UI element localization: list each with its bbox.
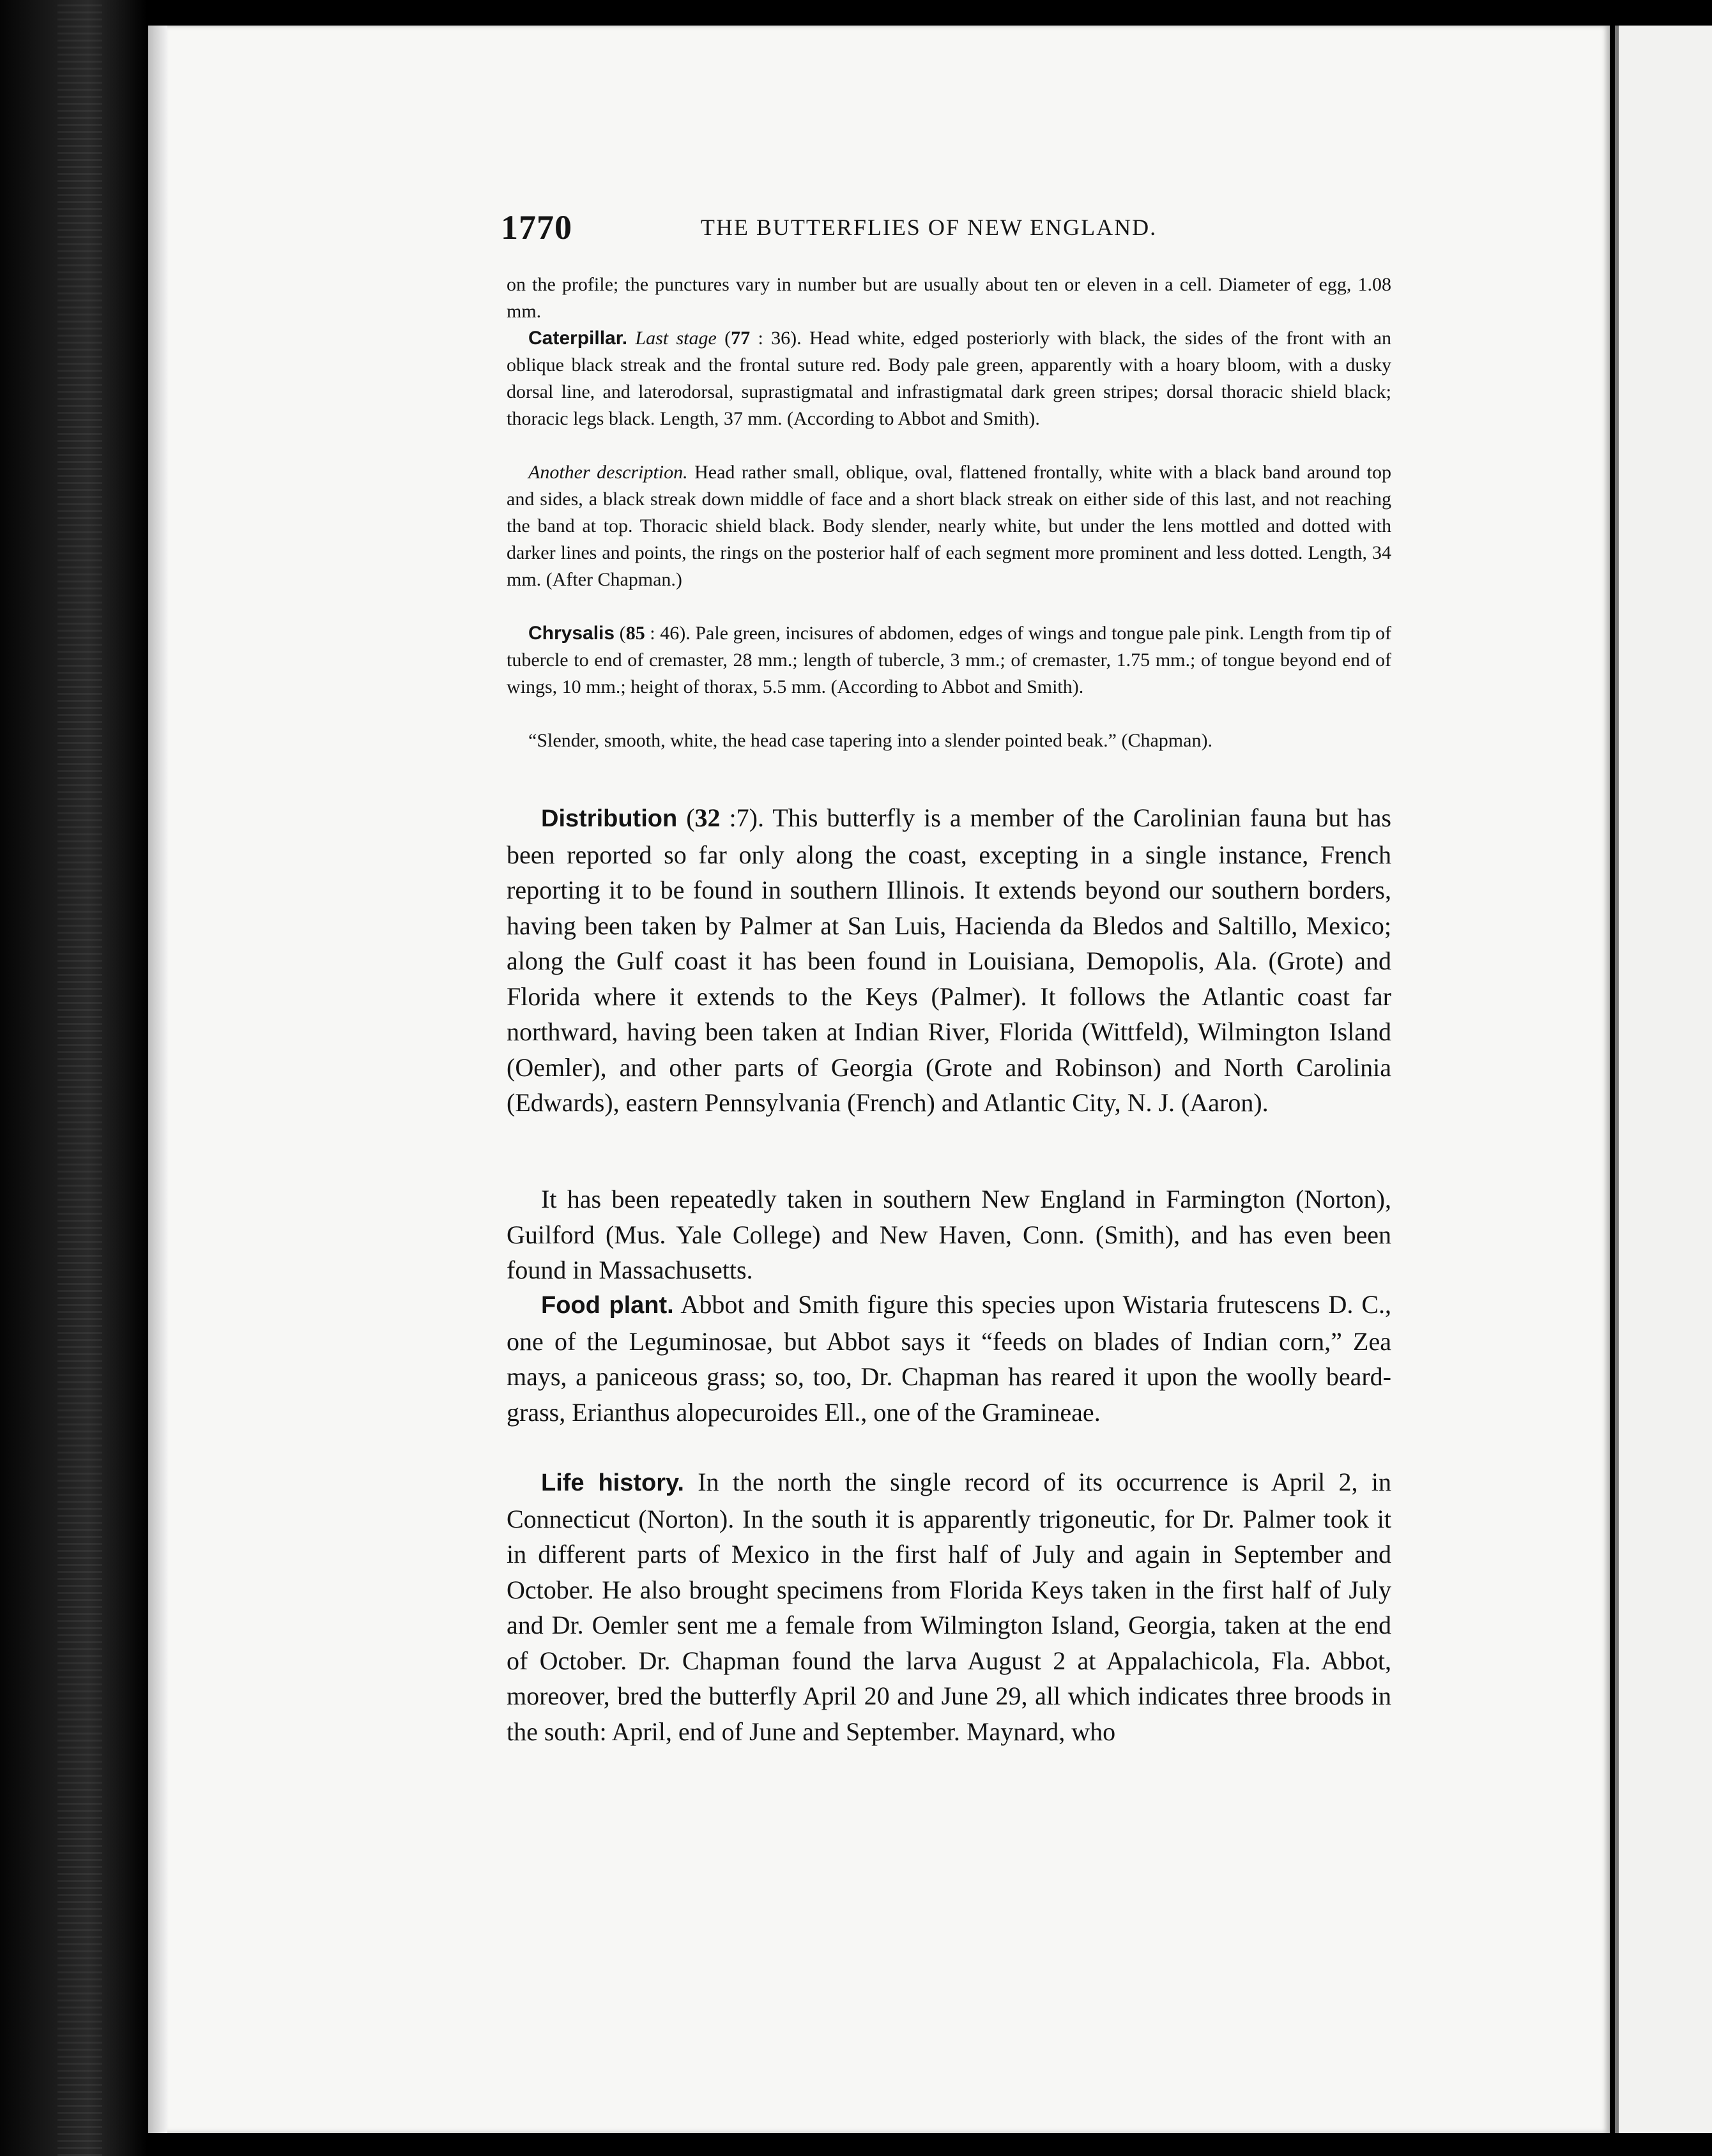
scan-binding-edge [0, 0, 147, 2156]
food-plant-heading: Food plant. [541, 1292, 674, 1319]
chrysalis-quote: “Slender, smooth, white, the head case tapering into a slender pointed beak.” (Chapman). [528, 730, 1212, 751]
distribution-new-england-paragraph: It has been repeatedly taken in southern New England in Farmington (Norton), Guilford (Mus. Yale College) and New Haven, Conn. (Smith), and has even been found in Massachusetts. [507, 1185, 1391, 1284]
page-edge [148, 26, 167, 2133]
caterpillar-figure-ref: : 36). [750, 328, 802, 349]
life-history-paragraph [507, 1464, 1391, 1749]
chrysalis-text: Pale green, incisures of abdomen, edges of wings and tongue pale pink. Length from tip of tubercle to end of cremaster, 28 mm.; length of tubercle, 3 mm.; of cremaster, 1.75 mm.; of tongue beyond end of wings, 10 mm.; height of thorax, 5.5 mm. (According to Abbot and Smith). [507, 623, 1392, 697]
food-plant-text: Abbot and Smith figure this species upon Wistaria frutescens D. C., one of the Leguminosae, but Abbot says it “feeds on blades of Indian corn,” Zea mays, a paniceous grass; so, too, Dr. Chapman has reared it upon the woolly beard-grass, Erianthus alopecuroides Ell., one of the Gramineae. [507, 1290, 1391, 1427]
caterpillar-plate-ref: 77 [731, 328, 751, 349]
page-header [501, 208, 1204, 252]
chrysalis-plate-ref: 85 [625, 623, 645, 644]
page-number: 1770 [501, 208, 572, 247]
life-history-text: In the north the single record of its occurrence is April 2, in Connecticut (Norton). In the south it is apparently trigoneutic, for Dr. Palmer took it in different parts of Mexico in the first half of July and again in September and October. He also brought specimens from Florida Keys taken in the first half of July and Dr. Oemler sent me a female from Wilmington Island, Georgia, taken at the end of October. Dr. Chapman found the larva August 2 at Appalachicola, Fla. Abbot, moreover, bred the butterfly April 20 and June 29, all which indicates three broods in the south: April, end of June and September. Maynard, who [507, 1468, 1391, 1746]
food-plant-paragraph [507, 1287, 1391, 1430]
distribution-text: This butterfly is a member of the Carolinian fauna but has been reported so far only along the coast, excepting in a single instance, French reporting it to be found in southern Illinois. It extends beyond our southern borders, having been taken by Palmer at San Luis, Hacienda da Bledos and Saltillo, Mexico; along the Gulf coast it has been found in Louisiana, Demopolis, Ala. (Grote) and Florida where it extends to the Keys (Palmer). It follows the Atlantic coast far northward, having been taken at Indian River, Florida (Wittfeld), Wilmington Island (Oemler), and other parts of Georgia (Grote and Robinson) and North Carolinia (Edwards), eastern Pennsylvania (French) and Atlantic City, N. J. (Aaron). [507, 803, 1392, 1117]
caterpillar-heading: Caterpillar. [528, 328, 628, 349]
distribution-plate-ref: 32 [694, 803, 721, 832]
caterpillar-stage: Last stage [635, 328, 717, 349]
running-head: THE BUTTERFLIES OF NEW ENGLAND. [700, 215, 1158, 240]
distribution-heading: Distribution [541, 805, 678, 832]
egg-description-end: on the profile; the punctures vary in number but are usually about ten or eleven in a cell. Diameter of egg, 1.08 mm. [507, 274, 1391, 322]
caterpillar-text: Head white, edged posteriorly with black, the sides of the front with an oblique black streak and the frontal suture red. Body pale green, apparently with a hoary bloom, with a dusky dorsal line, and laterodorsal, suprastigmatal and infrastigmatal dark green stripes; dorsal thoracic shield black; thoracic legs black. Length, 37 mm. (According to Abbot and Smith). [507, 328, 1392, 429]
distribution-figure-ref: :7). [720, 803, 764, 832]
another-description-label: Another description. [528, 462, 688, 483]
distribution-paragraph: Distribution (32 :7). This butterfly is a member of the Carolinian fauna but has been reported so far only along the coast, excepting in a single instance, French reporting it to be found in southern Illinois. It extends beyond our southern borders, having been taken by Palmer at San Luis, Hacienda da Bledos and Saltillo, Mexico; along the Gulf coast it has been found in Louisiana, Demopolis, Ala. (Grote) and Florida where it extends to the Keys (Palmer). It follows the Atlantic coast far northward, having been taken at Indian River, Florida (Wittfeld), Wilmington Island (Oemler), and other parts of Georgia (Grote and Robinson) and North Carolinia (Edwards), eastern Pennsylvania (French) and Atlantic City, N. J. (Aaron). [507, 803, 1392, 1117]
chrysalis-heading: Chrysalis [528, 623, 615, 644]
chrysalis-paragraph: Chrysalis (85 : 46). Pale green, incisures of abdomen, edges of wings and tongue pale pink. Length from tip of tubercle to end of cremaster, 28 mm.; length of tubercle, 3 mm.; of cremaster, 1.75 mm.; of tongue beyond end of wings, 10 mm.; height of thorax, 5.5 mm. (According to Abbot and Smith). [507, 623, 1392, 697]
facing-page-edge [1615, 26, 1712, 2133]
life-history-heading: Life history. [541, 1469, 684, 1496]
another-description-paragraph [507, 459, 1391, 593]
another-description-text: Head rather small, oblique, oval, flattened frontally, white with a black band around top and sides, a black streak down middle of face and a short black streak on either side of this last, and not reaching the band at top. Thoracic shield black. Body slender, nearly white, but under the lens mottled and dotted with darker lines and points, the rings on the posterior half of each segment more prominent and less dotted. Length, 34 mm. (After Chapman.) [507, 462, 1392, 590]
caterpillar-paragraph: Caterpillar. Last stage (77 : 36). Head white, edged posteriorly with black, the sides of the front with an oblique black streak and the frontal suture red. Body pale green, apparently with a hoary bloom, with a dusky dorsal line, and laterodorsal, suprastigmatal and infrastigmatal dark green stripes; dorsal thoracic shield black; thoracic legs black. Length, 37 mm. (According to Abbot and Smith). [507, 328, 1392, 429]
chrysalis-figure-ref: : 46). [645, 623, 691, 644]
